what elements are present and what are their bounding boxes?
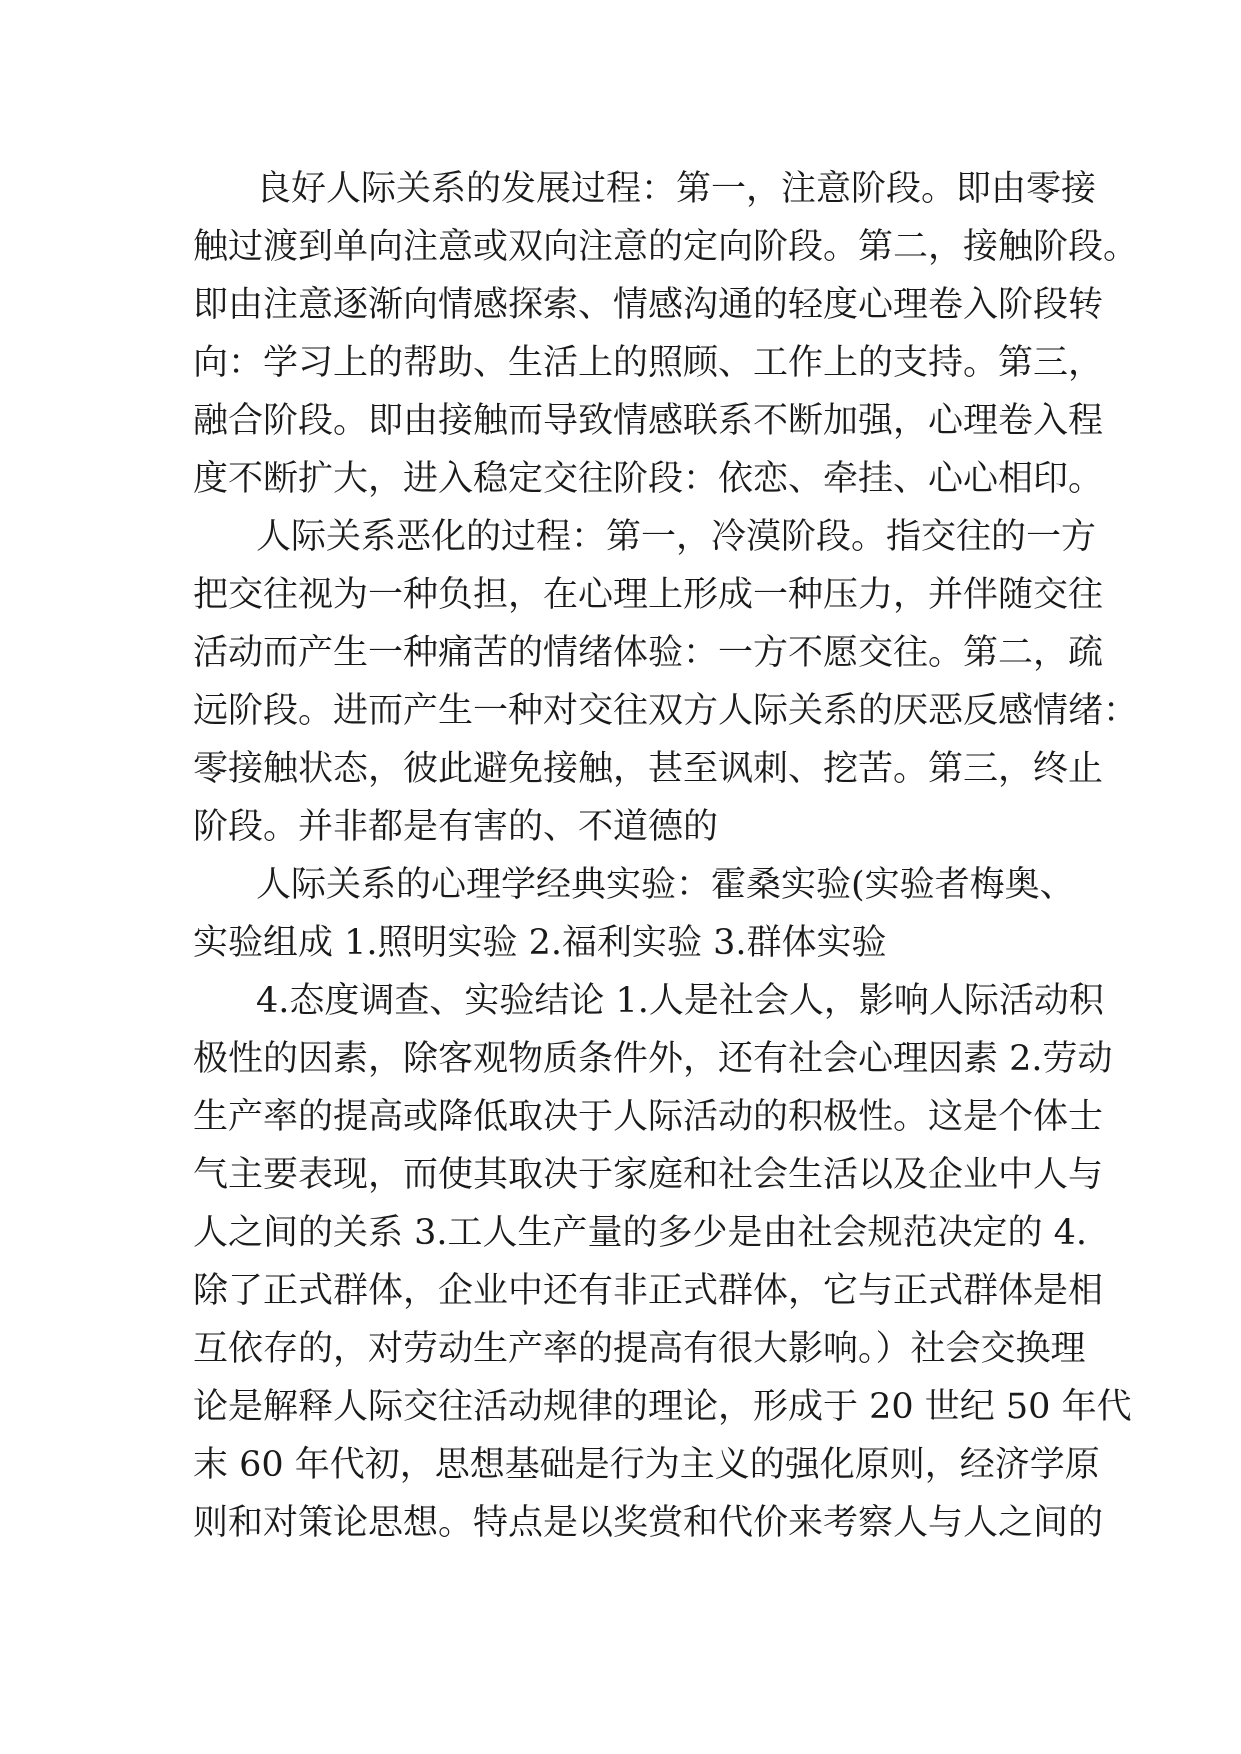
text-line: 向：学习上的帮助、生活上的照顾、工作上的支持。第三，: [193, 343, 1104, 383]
text-line: 即由注意逐渐向情感探索、情感沟通的轻度心理卷入阶段转: [193, 285, 1104, 325]
text-line: 人之间的关系 3.工人生产量的多少是由社会规范决定的 4.: [193, 1213, 1088, 1253]
text-line: 论是解释人际交往活动规律的理论，形成于 20 世纪 50 年代: [193, 1387, 1132, 1427]
paragraph-hawthorne-experiment: [193, 856, 1073, 972]
paragraph-relationship-development: [193, 160, 1139, 508]
text-line: 4.态度调查、实验结论 1.人是社会人，影响人际活动积: [256, 981, 1104, 1021]
text-line: 则和对策论思想。特点是以奖赏和代价来考察人与人之间的: [193, 1503, 1104, 1543]
text-line: 互依存的，对劳动生产率的提高有很大影响。）社会交换理: [193, 1329, 1086, 1369]
text-line: 零接触状态，彼此避免接触，甚至讽刺、挖苦。第三，终止: [193, 749, 1104, 789]
text-line: 度不断扩大，进入稳定交往阶段：依恋、牵挂、心心相印。: [193, 459, 1104, 499]
text-line: 良好人际关系的发展过程：第一，注意阶段。即由零接: [256, 169, 1097, 209]
text-line: 极性的因素，除客观物质条件外，还有社会心理因素 2.劳动: [193, 1039, 1113, 1079]
text-line: 阶段。并非都是有害的、不道德的: [193, 807, 719, 847]
paragraph-experiment-conclusions: [193, 972, 1132, 1552]
text-line: 气主要表现，而使其取决于家庭和社会生活以及企业中人与: [193, 1155, 1104, 1195]
document-body: [193, 160, 1139, 1552]
text-line: 融合阶段。即由接触而导致情感联系不断加强，心理卷入程: [193, 401, 1104, 441]
text-line: 远阶段。进而产生一种对交往双方人际关系的厌恶反感情绪：: [193, 691, 1139, 731]
text-line: 末 60 年代初，思想基础是行为主义的强化原则，经济学原: [193, 1445, 1100, 1485]
text-line: 生产率的提高或降低取决于人际活动的积极性。这是个体士: [193, 1097, 1104, 1137]
text-line: 除了正式群体，企业中还有非正式群体，它与正式群体是相: [193, 1271, 1104, 1311]
paragraph-relationship-deterioration: [193, 508, 1139, 856]
text-line: 人际关系恶化的过程：第一，冷漠阶段。指交往的一方: [256, 517, 1097, 557]
text-line: 把交往视为一种负担，在心理上形成一种压力，并伴随交往: [193, 575, 1104, 615]
text-line: 活动而产生一种痛苦的情绪体验：一方不愿交往。第二，疏: [193, 633, 1104, 673]
text-line: 人际关系的心理学经典实验：霍桑实验(实验者梅奥、: [256, 865, 1075, 905]
text-line: 实验组成 1.照明实验 2.福利实验 3.群体实验: [193, 923, 887, 963]
text-line: 触过渡到单向注意或双向注意的定向阶段。第二，接触阶段。: [193, 227, 1139, 267]
